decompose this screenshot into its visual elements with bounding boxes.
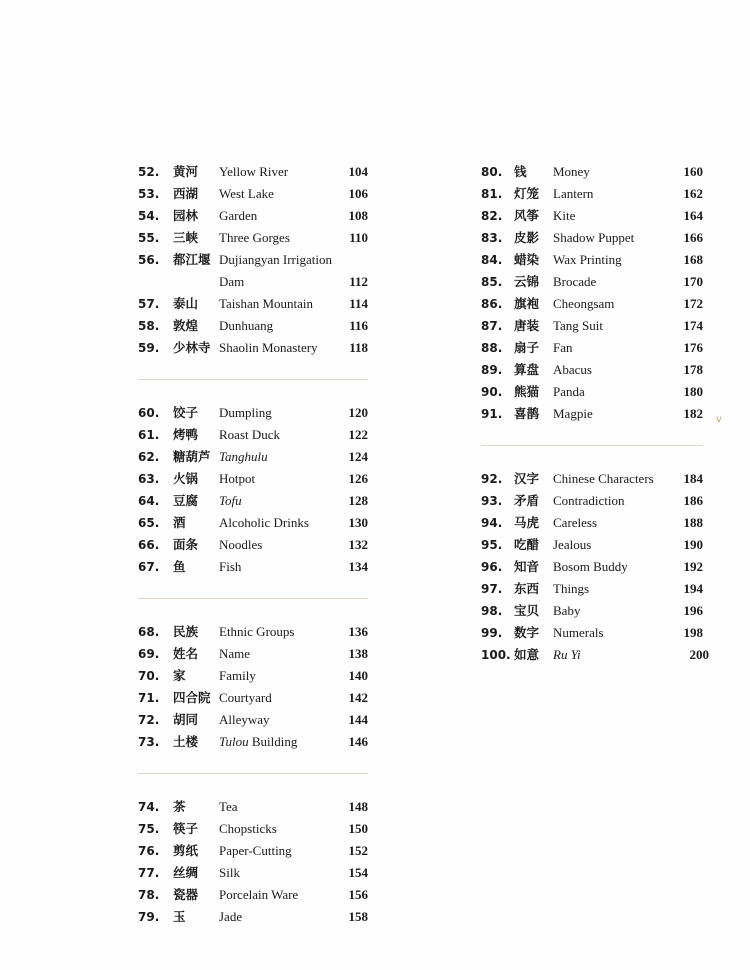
entry-page-number: 182	[683, 406, 703, 421]
entry-page-number: 188	[683, 515, 703, 530]
entry-chinese-title: 姓名	[173, 646, 199, 661]
entry-page-number: 108	[348, 208, 368, 223]
entry-chinese-title: 剪纸	[173, 843, 199, 858]
entry-page-number: 136	[348, 624, 368, 639]
entry-number: 65.	[138, 516, 160, 530]
entry-english-title: Kite	[553, 208, 576, 223]
entry-page-number: 168	[683, 252, 703, 267]
toc-entry[interactable]	[481, 205, 703, 227]
entry-english-title: Abacus	[553, 362, 592, 377]
toc-entry[interactable]	[138, 556, 368, 578]
entry-page-number: 166	[683, 230, 703, 245]
entry-english-title: Dunhuang	[219, 318, 274, 333]
entry-english-title: West Lake	[219, 186, 274, 201]
toc-entry[interactable]	[138, 402, 368, 424]
entry-number: 69.	[138, 647, 160, 661]
entry-page-number: 112	[349, 274, 368, 289]
entry-chinese-title: 算盘	[514, 362, 540, 377]
entry-chinese-title: 民族	[173, 624, 199, 639]
toc-entry[interactable]	[481, 293, 703, 315]
toc-entry[interactable]	[138, 337, 368, 359]
entry-chinese-title: 筷子	[173, 821, 199, 836]
entry-chinese-title: 鱼	[173, 559, 186, 574]
entry-chinese-title: 熊猫	[514, 384, 540, 399]
entry-page-number: 132	[348, 537, 368, 552]
toc-entry[interactable]	[481, 359, 703, 381]
toc-entry[interactable]	[481, 337, 703, 359]
entry-chinese-title: 如意	[514, 647, 540, 662]
entry-english-title: Tofu	[219, 493, 242, 508]
entry-chinese-title: 酒	[173, 515, 186, 530]
entry-number: 62.	[138, 450, 160, 464]
entry-number: 64.	[138, 494, 160, 508]
toc-column-right	[481, 161, 709, 666]
entry-number: 56.	[138, 253, 160, 267]
entry-english-title: Magpie	[553, 406, 593, 421]
entry-page-number: 110	[349, 230, 368, 245]
entry-english-title: Shadow Puppet	[553, 230, 635, 245]
toc-entry[interactable]	[138, 315, 368, 337]
entry-chinese-title: 敦煌	[173, 318, 199, 333]
entry-chinese-title: 马虎	[514, 515, 540, 530]
toc-entry[interactable]	[138, 424, 368, 446]
entry-number: 78.	[138, 888, 160, 902]
section-divider	[138, 773, 368, 774]
entry-page-number: 134	[348, 559, 368, 574]
entry-english-title: Numerals	[553, 625, 604, 640]
entry-english-title-italic: Tulou	[219, 734, 249, 749]
entry-english-title: Brocade	[553, 274, 597, 289]
entry-english-title: Jealous	[553, 537, 592, 552]
toc-entry[interactable]	[481, 381, 703, 403]
entry-english-title: Dujiangyan Irrigation	[219, 252, 332, 267]
entry-page-number: 176	[683, 340, 703, 355]
entry-english-title: Bosom Buddy	[553, 559, 628, 574]
entry-english-title: Roast Duck	[219, 427, 281, 442]
entry-number: 53.	[138, 187, 160, 201]
margin-mark: v	[716, 414, 722, 425]
entry-english-title: Courtyard	[219, 690, 272, 705]
toc-entry[interactable]	[481, 534, 703, 556]
entry-page-number: 174	[683, 318, 703, 333]
entry-english-title: Garden	[219, 208, 258, 223]
entry-english-title: Fan	[553, 340, 573, 355]
entry-page-number: 104	[348, 164, 368, 179]
toc-entry[interactable]	[481, 600, 703, 622]
toc-entry[interactable]	[481, 315, 703, 337]
entry-page-number: 184	[683, 471, 703, 486]
entry-page-number: 114	[349, 296, 368, 311]
toc-entry[interactable]	[138, 293, 368, 315]
entry-number: 94.	[481, 516, 503, 530]
entry-chinese-title: 宝贝	[514, 603, 540, 618]
toc-entry[interactable]	[138, 446, 368, 468]
entry-number: 67.	[138, 560, 160, 574]
toc-section	[481, 468, 709, 666]
entry-chinese-title: 玉	[173, 909, 186, 924]
entry-english-title: Noodles	[219, 537, 263, 552]
entry-page-number: 116	[349, 318, 368, 333]
entry-page-number: 158	[348, 909, 368, 924]
entry-chinese-title: 瓷器	[173, 887, 199, 902]
entry-english-title: Lantern	[553, 186, 594, 201]
toc-entry[interactable]	[138, 249, 368, 271]
toc-entry[interactable]	[481, 403, 703, 425]
toc-entry[interactable]	[138, 271, 368, 293]
entry-chinese-title: 豆腐	[173, 493, 199, 508]
entry-english-title: Baby	[553, 603, 581, 618]
toc-section	[138, 621, 368, 753]
entry-number: 68.	[138, 625, 160, 639]
entry-chinese-title: 烤鸭	[173, 427, 199, 442]
entry-page-number: 154	[348, 865, 368, 880]
entry-number: 71.	[138, 691, 160, 705]
entry-page-number: 120	[348, 405, 368, 420]
entry-number: 93.	[481, 494, 503, 508]
entry-chinese-title: 西湖	[173, 186, 199, 201]
toc-entry[interactable]	[138, 709, 368, 731]
entry-english-title: Name	[219, 646, 251, 661]
entry-english-title: Ethnic Groups	[219, 624, 295, 639]
entry-english-title: Family	[219, 668, 256, 683]
entry-number: 55.	[138, 231, 160, 245]
entry-number: 85.	[481, 275, 503, 289]
entry-chinese-title: 旗袍	[514, 296, 540, 311]
entry-page-number: 194	[683, 581, 703, 596]
entry-english-title: Tanghulu	[219, 449, 268, 464]
entry-english-title: Hotpot	[219, 471, 256, 486]
entry-number: 89.	[481, 363, 503, 377]
toc-entry[interactable]	[138, 468, 368, 490]
entry-number: 70.	[138, 669, 160, 683]
entry-number: 86.	[481, 297, 503, 311]
entry-number: 84.	[481, 253, 503, 267]
entry-number: 82.	[481, 209, 503, 223]
toc-entry[interactable]	[138, 643, 368, 665]
entry-number: 96.	[481, 560, 503, 574]
entry-number: 81.	[481, 187, 503, 201]
toc-entry[interactable]	[481, 161, 703, 183]
toc-entry[interactable]	[138, 490, 368, 512]
section-divider	[138, 598, 368, 599]
entry-english-title: Three Gorges	[219, 230, 290, 245]
toc-entry[interactable]	[481, 556, 703, 578]
toc-section	[138, 402, 368, 578]
entry-number: 74.	[138, 800, 160, 814]
entry-english-title: Dam	[219, 274, 245, 289]
entry-chinese-title: 灯笼	[514, 186, 540, 201]
entry-chinese-title: 饺子	[173, 405, 199, 420]
entry-page-number: 150	[348, 821, 368, 836]
entry-number: 75.	[138, 822, 160, 836]
entry-number: 79.	[138, 910, 160, 924]
entry-chinese-title: 黄河	[173, 164, 199, 179]
entry-chinese-title: 矛盾	[514, 493, 540, 508]
toc-entry[interactable]	[481, 578, 703, 600]
entry-number: 99.	[481, 626, 503, 640]
entry-page-number: 146	[348, 734, 368, 749]
entry-english-title: Alleyway	[219, 712, 270, 727]
toc-entry[interactable]	[138, 818, 368, 840]
entry-english-title	[219, 731, 297, 753]
entry-chinese-title: 四合院	[173, 690, 211, 705]
toc-entry[interactable]	[138, 183, 368, 205]
entry-english-title: Taishan Mountain	[219, 296, 314, 311]
entry-page-number: 152	[348, 843, 368, 858]
entry-english-title: Yellow River	[219, 164, 289, 179]
entry-chinese-title: 知音	[514, 559, 540, 574]
entry-chinese-title: 土楼	[173, 734, 199, 749]
toc-entry[interactable]	[481, 512, 703, 534]
toc-entry[interactable]	[138, 884, 368, 906]
entry-english-title: Chopsticks	[219, 821, 277, 836]
toc-entry[interactable]	[138, 906, 368, 928]
entry-chinese-title: 唐装	[514, 318, 540, 333]
entry-english-title: Paper-Cutting	[219, 843, 292, 858]
entry-number: 66.	[138, 538, 160, 552]
entry-chinese-title: 喜鹊	[514, 406, 540, 421]
toc-entry[interactable]	[138, 205, 368, 227]
entry-english-title: Ru Yi	[553, 647, 581, 662]
entry-page-number: 162	[683, 186, 703, 201]
section-divider	[481, 445, 703, 446]
toc-entry[interactable]	[138, 687, 368, 709]
entry-page-number: 130	[348, 515, 368, 530]
toc-entry[interactable]	[138, 796, 368, 818]
entry-chinese-title: 东西	[514, 581, 540, 596]
entry-number: 63.	[138, 472, 160, 486]
entry-page-number: 142	[348, 690, 368, 705]
entry-page-number: 200	[689, 647, 709, 662]
entry-english-title: Panda	[553, 384, 585, 399]
entry-page-number: 180	[683, 384, 703, 399]
entry-english-title: Cheongsam	[553, 296, 615, 311]
entry-number: 83.	[481, 231, 503, 245]
entry-chinese-title: 糖葫芦	[173, 449, 211, 464]
entry-english-title: Dumpling	[219, 405, 272, 420]
entry-page-number: 140	[348, 668, 368, 683]
entry-page-number: 138	[348, 646, 368, 661]
toc-entry[interactable]	[138, 161, 368, 183]
entry-page-number: 126	[348, 471, 368, 486]
toc-column-left	[138, 161, 368, 928]
entry-number: 54.	[138, 209, 160, 223]
toc-entry[interactable]	[138, 862, 368, 884]
toc-entry[interactable]	[138, 840, 368, 862]
entry-chinese-title: 园林	[173, 208, 199, 223]
entry-english-title-rest: Building	[248, 734, 298, 749]
toc-section	[138, 161, 368, 359]
section-divider	[138, 379, 368, 380]
toc-entry[interactable]	[481, 183, 703, 205]
entry-page-number: 196	[683, 603, 703, 618]
entry-chinese-title: 汉字	[514, 471, 540, 486]
entry-english-title: Careless	[553, 515, 598, 530]
entry-page-number: 106	[348, 186, 368, 201]
entry-chinese-title: 扇子	[514, 340, 540, 355]
entry-number: 88.	[481, 341, 503, 355]
entry-english-title: Jade	[219, 909, 243, 924]
entry-page-number: 192	[683, 559, 703, 574]
entry-chinese-title: 风筝	[514, 208, 540, 223]
entry-number: 92.	[481, 472, 503, 486]
toc-entry[interactable]	[481, 622, 703, 644]
toc-entry[interactable]	[138, 227, 368, 249]
toc-section	[481, 161, 703, 425]
entry-chinese-title: 火锅	[173, 471, 199, 486]
entry-page-number: 118	[349, 340, 368, 355]
toc-entry[interactable]	[138, 731, 368, 753]
entry-english-title: Fish	[219, 559, 242, 574]
entry-number: 57.	[138, 297, 160, 311]
entry-chinese-title: 钱	[514, 164, 527, 179]
entry-chinese-title: 三峡	[173, 230, 199, 245]
entry-number: 91.	[481, 407, 503, 421]
entry-number: 77.	[138, 866, 160, 880]
entry-page-number: 124	[348, 449, 368, 464]
entry-english-title: Contradiction	[553, 493, 625, 508]
toc-entry[interactable]	[138, 621, 368, 643]
entry-page-number: 128	[348, 493, 368, 508]
entry-chinese-title: 蜡染	[514, 252, 540, 267]
entry-chinese-title: 云锦	[514, 274, 540, 289]
entry-page-number: 148	[348, 799, 368, 814]
entry-chinese-title: 吃醋	[514, 537, 540, 552]
entry-number: 98.	[481, 604, 503, 618]
toc-entry[interactable]	[481, 644, 709, 666]
entry-number: 73.	[138, 735, 160, 749]
entry-page-number: 172	[683, 296, 703, 311]
entry-number: 76.	[138, 844, 160, 858]
entry-chinese-title: 少林寺	[173, 340, 211, 355]
entry-english-title: Alcoholic Drinks	[219, 515, 309, 530]
entry-page-number: 170	[683, 274, 703, 289]
entry-number: 59.	[138, 341, 160, 355]
toc-entry[interactable]	[481, 468, 703, 490]
entry-number: 90.	[481, 385, 503, 399]
toc-section	[138, 796, 368, 928]
toc-entry[interactable]	[481, 227, 703, 249]
entry-page-number: 190	[683, 537, 703, 552]
entry-number: 100.	[481, 648, 511, 662]
entry-number: 60.	[138, 406, 160, 420]
entry-page-number: 156	[348, 887, 368, 902]
entry-chinese-title: 茶	[173, 799, 186, 814]
entry-chinese-title: 都江堰	[173, 252, 211, 267]
entry-english-title: Shaolin Monastery	[219, 340, 318, 355]
entry-chinese-title: 数字	[514, 625, 540, 640]
toc-entry[interactable]	[138, 534, 368, 556]
entry-chinese-title: 皮影	[514, 230, 540, 245]
entry-number: 80.	[481, 165, 503, 179]
entry-english-title: Porcelain Ware	[219, 887, 299, 902]
entry-page-number: 160	[683, 164, 703, 179]
entry-page-number: 198	[683, 625, 703, 640]
entry-chinese-title: 面条	[173, 537, 199, 552]
toc-entry[interactable]	[481, 249, 703, 271]
entry-page-number: 122	[348, 427, 368, 442]
entry-number: 97.	[481, 582, 503, 596]
entry-english-title: Things	[553, 581, 590, 596]
entry-chinese-title: 胡同	[173, 712, 199, 727]
entry-english-title: Tang Suit	[553, 318, 604, 333]
entry-page-number: 144	[348, 712, 368, 727]
toc-entry[interactable]	[138, 665, 368, 687]
entry-number: 58.	[138, 319, 160, 333]
entry-number: 87.	[481, 319, 503, 333]
entry-english-title: Chinese Characters	[553, 471, 654, 486]
entry-number: 61.	[138, 428, 160, 442]
entry-page-number: 186	[683, 493, 703, 508]
toc-entry[interactable]	[481, 271, 703, 293]
entry-page-number: 164	[683, 208, 703, 223]
entry-number: 72.	[138, 713, 160, 727]
toc-entry[interactable]	[481, 490, 703, 512]
toc-entry[interactable]	[138, 512, 368, 534]
entry-chinese-title: 丝绸	[173, 865, 199, 880]
entry-english-title: Money	[553, 164, 590, 179]
entry-number: 52.	[138, 165, 160, 179]
entry-english-title: Silk	[219, 865, 240, 880]
entry-page-number: 178	[683, 362, 703, 377]
entry-english-title: Wax Printing	[553, 252, 622, 267]
entry-number: 95.	[481, 538, 503, 552]
entry-english-title: Tea	[219, 799, 238, 814]
entry-chinese-title: 泰山	[173, 296, 199, 311]
entry-chinese-title: 家	[173, 668, 186, 683]
